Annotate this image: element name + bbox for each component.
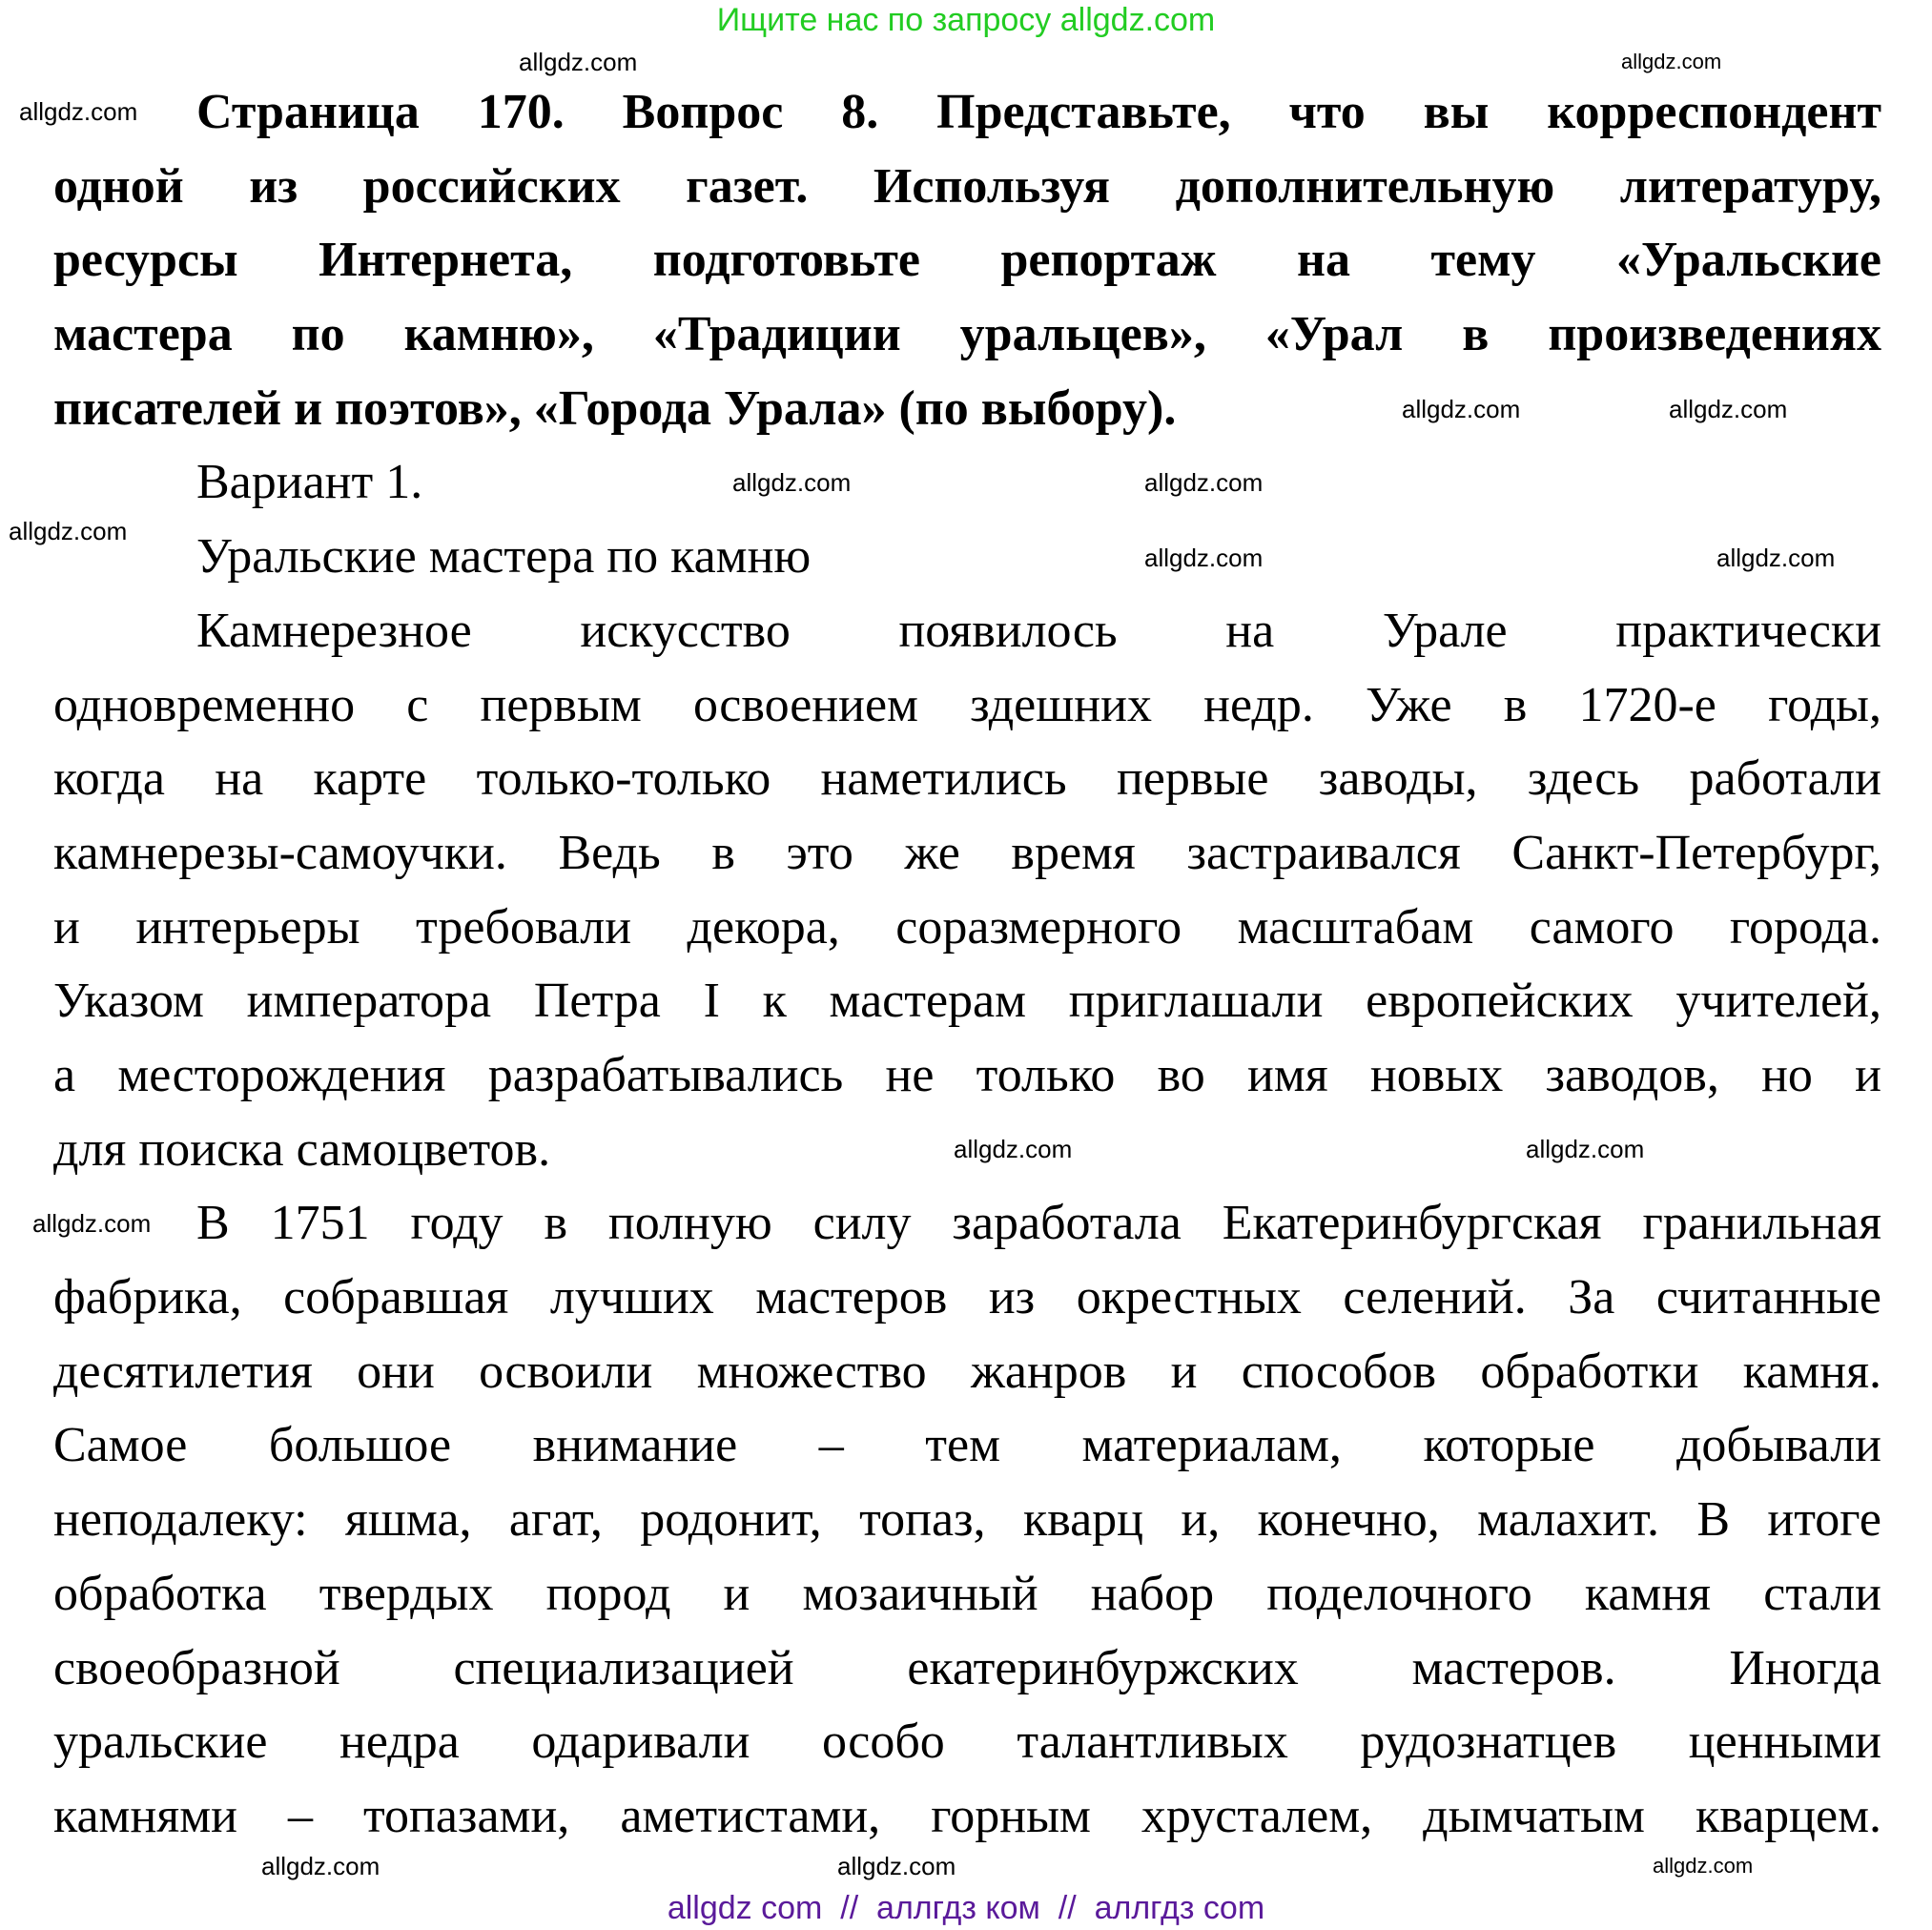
question-line: Страница 170. Вопрос 8. Представьте, что вы корреспондент [196,85,1881,139]
body-line: камнерезы-самоучки. Ведь в это же время застраивался Санкт-Петербург, [53,826,1881,880]
body-line: В 1751 году в полную силу заработала Екатеринбургская гранильная [196,1196,1881,1250]
body-line: камнями – топазами, аметистами, горным хрусталем, дымчатым кварцем. [53,1789,1881,1843]
body-line: для поиска самоцветов. [53,1122,551,1177]
watermark: allgdz.com [1526,1135,1645,1163]
footer-banner: allgdz com // аллгдз ком // аллгдз com [667,1890,1265,1926]
body-line: когда на карте только-только наметились первые заводы, здесь работали [53,751,1881,806]
variant-label: Вариант 1. [196,455,423,509]
watermark: allgdz.com [732,468,852,497]
watermark: allgdz.com [261,1852,380,1880]
watermark: allgdz.com [1144,468,1264,497]
search-banner: Ищите нас по запросу allgdz.com [716,2,1216,38]
body-line: десятилетия они освоили множество жанров и способов обработки камня. [53,1345,1881,1399]
watermark: allgdz.com [1621,50,1722,73]
watermark: allgdz.com [837,1852,956,1880]
question-line: одной из российских газет. Используя дополнительную литературу, [53,159,1881,214]
watermark: allgdz.com [1653,1854,1754,1878]
question-line: ресурсы Интернета, подготовьте репортаж на тему «Уральские [53,233,1881,287]
question-line: мастера по камню», «Традиции уральцев», «Урал в произведениях [53,307,1881,361]
body-line: своеобразной специализацией екатеринбуржских мастеров. Иногда [53,1641,1881,1695]
body-line: Указом императора Петра I к мастерам приглашали европейских учителей, [53,974,1881,1028]
body-line: фабрика, собравшая лучших мастеров из окрестных селений. За считанные [53,1270,1881,1324]
body-line: Камнерезное искусство появилось на Урале практически [196,604,1881,658]
watermark: allgdz.com [954,1135,1073,1163]
body-line: уральские недра одаривали особо талантливых рудознатцев ценными [53,1714,1881,1769]
question-line: писателей и поэтов», «Города Урала» (по выбору). [53,381,1177,436]
watermark: allgdz.com [1669,395,1788,423]
watermark: allgdz.com [32,1209,152,1238]
body-line: обработка твердых пород и мозаичный набор поделочного камня стали [53,1567,1881,1621]
watermark: allgdz.com [1402,395,1521,423]
watermark: allgdz.com [1144,544,1264,572]
body-line: а месторождения разрабатывались не только во имя новых заводов, но и [53,1048,1881,1102]
body-line: Самое большое внимание – тем материалам, которые добывали [53,1418,1881,1472]
watermark: allgdz.com [9,517,128,545]
watermark: allgdz.com [519,48,638,76]
watermark: allgdz.com [1716,544,1836,572]
watermark: allgdz.com [19,97,138,126]
body-line: и интерьеры требовали декора, соразмерного масштабам самого города. [53,900,1881,955]
body-line: неподалеку: яшма, агат, родонит, топаз, кварц и, конечно, малахит. В итоге [53,1492,1881,1547]
answer-title: Уральские мастера по камню [196,529,812,584]
body-line: одновременно с первым освоением здешних недр. Уже в 1720-е годы, [53,678,1881,732]
